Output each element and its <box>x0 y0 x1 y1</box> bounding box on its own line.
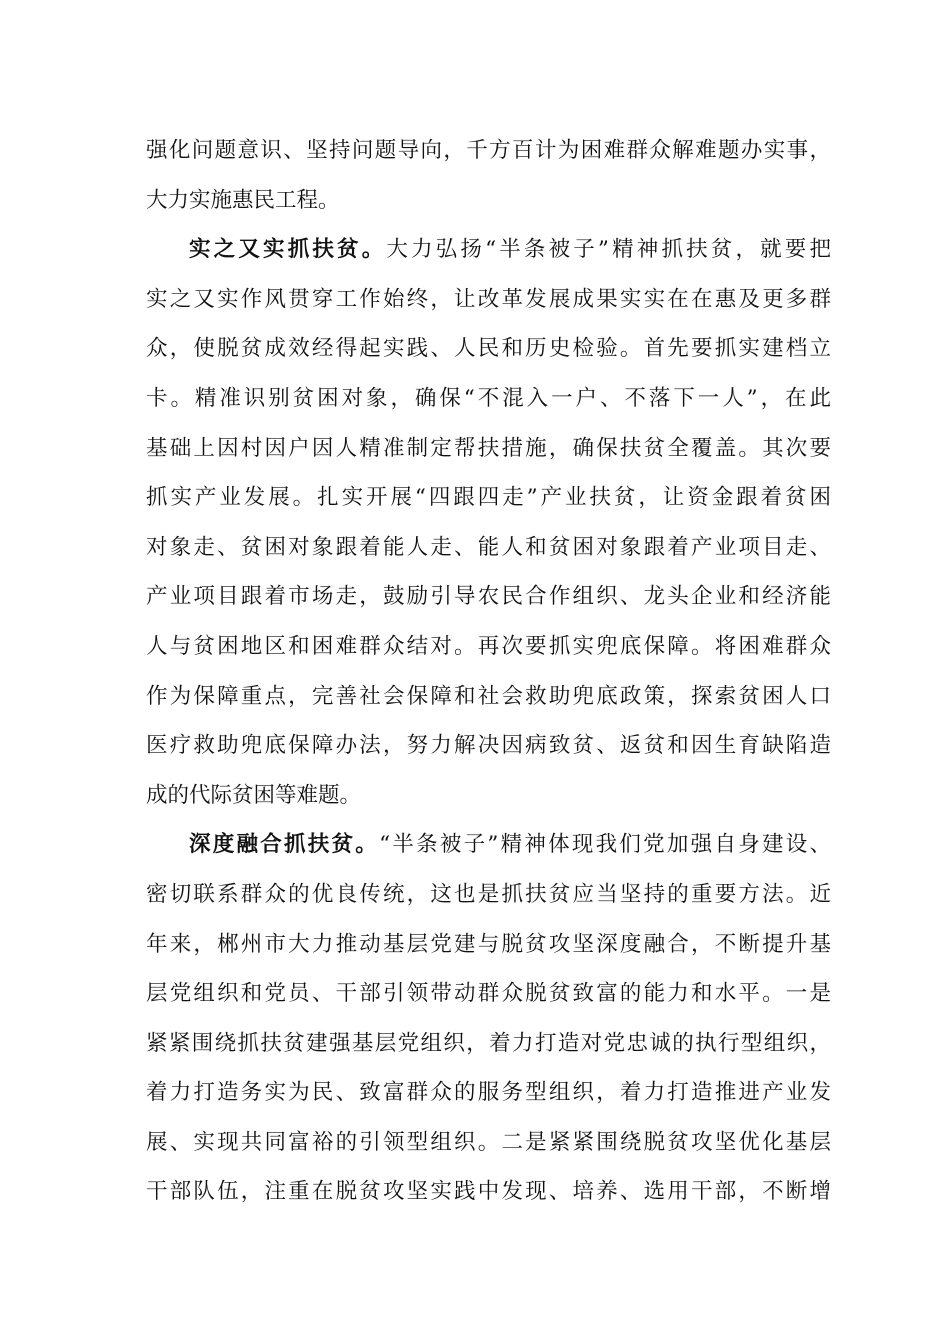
section-heading: 深度融合抓扶贫。 <box>189 832 380 858</box>
paragraph-3-line-3 <box>146 920 831 970</box>
body-text: 卡。精准识别贫困对象，确保“不混入一户、不落下一人”，在此 <box>146 385 831 411</box>
body-text: 大力弘扬“半条被子”精神抓扶贫，就要把 <box>386 237 831 263</box>
paragraph-3-line-1 <box>146 820 831 870</box>
paragraph-2-line-12 <box>146 771 831 821</box>
paragraph-1-line-1 <box>146 126 831 176</box>
paragraph-3-line-2 <box>146 870 831 920</box>
body-text: 干部队伍，注重在脱贫攻坚实践中发现、培养、选用干部，不断增 <box>146 1179 831 1205</box>
body-text: 强化问题意识、坚持问题导向，千方百计为困难群众解难题办实事， <box>146 138 831 163</box>
paragraph-3-line-5 <box>146 1019 831 1069</box>
body-text: “半条被子”精神体现我们党加强自身建设、 <box>379 832 831 858</box>
body-text: 层党组织和党员、干部引领带动群众脱贫致富的能力和水平。一是 <box>146 981 831 1007</box>
paragraph-2-line-4 <box>146 374 831 424</box>
body-text: 人与贫困地区和困难群众结对。再次要抓实兜底保障。将困难群众 <box>146 633 831 659</box>
paragraph-2-line-3 <box>146 324 831 374</box>
body-text: 展、实现共同富裕的引领型组织。二是紧紧围绕脱贫攻坚优化基层 <box>146 1129 831 1155</box>
body-text: 基础上因村因户因人精准制定帮扶措施，确保扶贫全覆盖。其次要 <box>146 435 831 461</box>
document-body <box>146 126 831 1217</box>
body-text: 年来，郴州市大力推动基层党建与脱贫攻坚深度融合，不断提升基 <box>146 931 831 957</box>
body-text: 着力打造务实为民、致富群众的服务型组织，着力打造推进产业发 <box>146 1080 831 1106</box>
paragraph-2-line-1 <box>146 225 831 275</box>
paragraph-1-line-2 <box>146 176 831 226</box>
body-text: 大力实施惠民工程。 <box>146 187 340 213</box>
body-text: 抓实产业发展。扎实开展“四跟四走”产业扶贫，让资金跟着贫困 <box>146 485 831 511</box>
paragraph-2-line-6 <box>146 473 831 523</box>
paragraph-3-line-6 <box>146 1068 831 1118</box>
paragraph-3-line-7 <box>146 1118 831 1168</box>
paragraph-2-line-9 <box>146 622 831 672</box>
section-heading: 实之又实抓扶贫。 <box>189 237 387 263</box>
paragraph-3-line-4 <box>146 969 831 1019</box>
paragraph-2-line-11 <box>146 721 831 771</box>
body-text: 医疗救助兜底保障办法，努力解决因病致贫、返贫和因生育缺陷造 <box>146 733 831 759</box>
body-text: 实之又实作风贯穿工作始终，让改革发展成果实实在在惠及更多群 <box>146 286 831 312</box>
paragraph-2-line-8 <box>146 572 831 622</box>
body-text: 对象走、贫困对象跟着能人走、能人和贫困对象跟着产业项目走、 <box>146 534 831 560</box>
body-text: 产业项目跟着市场走，鼓励引导农民合作组织、龙头企业和经济能 <box>146 584 831 610</box>
paragraph-2-line-7 <box>146 523 831 573</box>
paragraph-2-line-5 <box>146 424 831 474</box>
body-text: 密切联系群众的优良传统，这也是抓扶贫应当坚持的重要方法。近 <box>146 881 831 907</box>
body-text: 作为保障重点，完善社会保障和社会救助兜底政策，探索贫困人口 <box>146 683 831 709</box>
paragraph-2-line-10 <box>146 672 831 722</box>
paragraph-3-line-8 <box>146 1167 831 1217</box>
body-text: 成的代际贫困等难题。 <box>146 782 362 808</box>
body-text: 众，使脱贫成效经得起实践、人民和历史检验。首先要抓实建档立 <box>146 336 831 362</box>
body-text: 紧紧围绕抓扶贫建强基层党组织，着力打造对党忠诚的执行型组织， <box>146 1030 831 1056</box>
paragraph-2-line-2 <box>146 275 831 325</box>
